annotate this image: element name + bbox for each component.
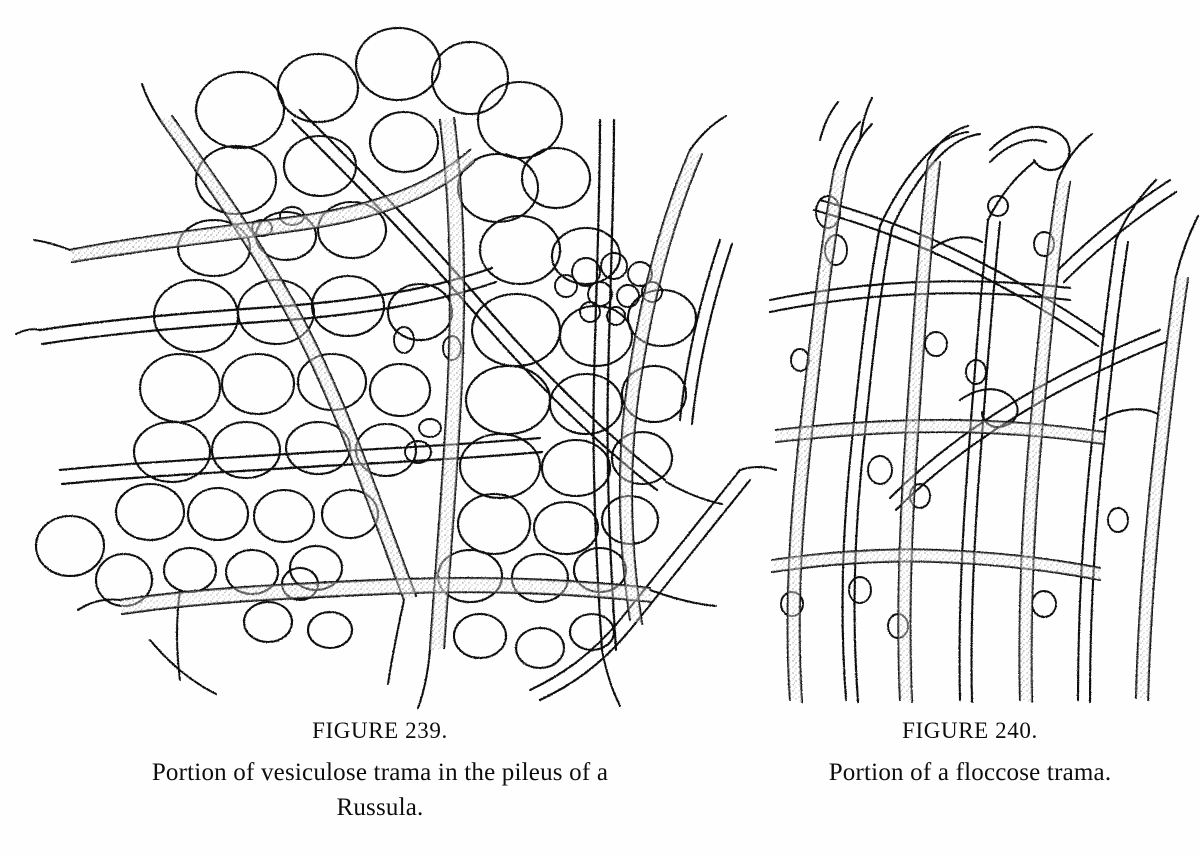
figure-240-caption-text <box>740 756 1200 791</box>
figure-240-label: FIGURE 240. <box>902 718 1038 743</box>
figure-239-label: FIGURE 239. <box>312 718 448 743</box>
figure-240-drawing <box>770 98 1198 702</box>
figure-239-caption-text <box>20 756 740 825</box>
hypha-free-ends <box>16 84 776 708</box>
figure-239-drawing <box>16 28 776 708</box>
figure-239-caption-line2: Russula. <box>336 793 424 821</box>
figure-239-caption-line1: Portion of vesiculose trama in the pileus of a <box>151 759 609 786</box>
caption-row <box>0 718 1200 825</box>
figure-240-caption <box>740 718 1200 791</box>
figure-239-caption <box>0 718 740 825</box>
figure-240-caption-line1: Portion of a floccose trama. <box>828 759 1112 786</box>
